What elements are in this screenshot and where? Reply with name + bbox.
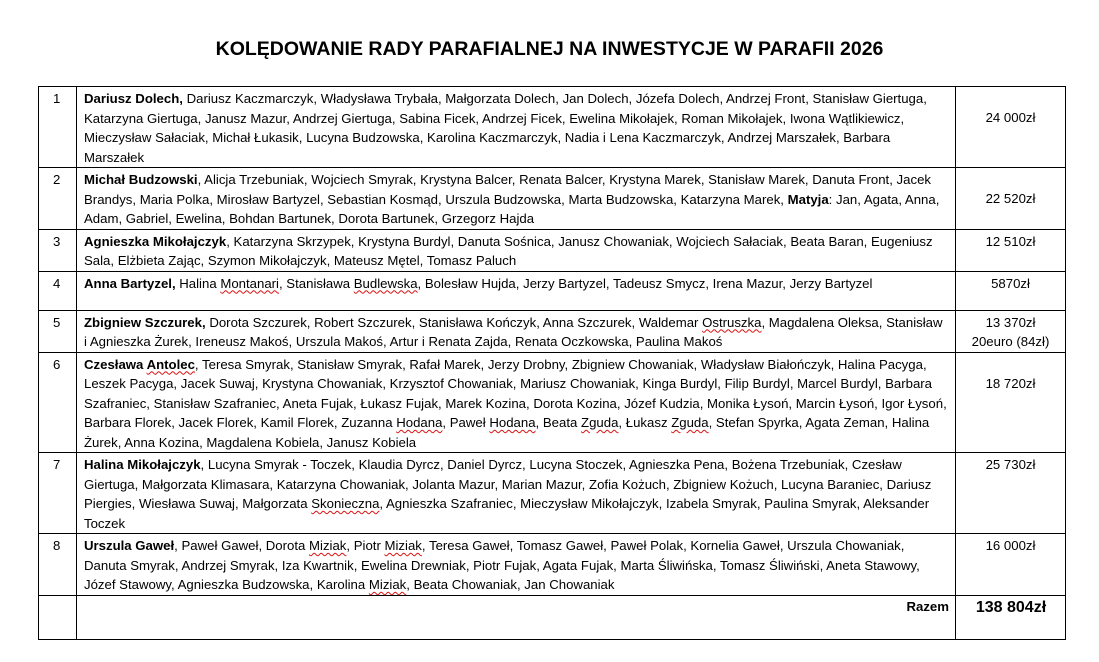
names-cell: Dariusz Dolech, Dariusz Kaczmarczyk, Władysława Trybała, Małgorzata Dolech, Jan Dolech, Józefa Dolech, Andrzej Front, Stanisław Giertuga, Katarzyna Giertuga, Janusz Mazur, Andrzej Giertuga, Sabina Ficek, Andrzej Ficek, Ewelina Mikołajek, Roman Mikołajek, Iwona Wątlikiewicz, Mieczysław Sałaciak, Michał Łukasik, Lucyna Budzowska, Karolina Kaczmarczyk, Nadia i Lena Kaczmarczyk, Andrzej Marszałek, Barbara Marszałek [77,87,956,168]
row-number: 5 [39,310,77,352]
names-cell: Agnieszka Mikołajczyk, Katarzyna Skrzypek, Krystyna Burdyl, Danuta Sośnica, Janusz Chowaniak, Wojciech Sałaciak, Beata Baran, Eugeniusz Sala, Elżbieta Zając, Szymon Mikołajczyk, Mateusz Mętel, Tomasz Paluch [77,229,956,271]
table-row [39,453,1066,534]
row-number: 4 [39,271,77,310]
names-cell: Michał Budzowski, Alicja Trzebuniak, Wojciech Smyrak, Krystyna Balcer, Renata Balcer, Krystyna Marek, Stanisław Marek, Danuta Front, Jacek Brandys, Maria Polka, Mirosław Bartyzel, Sebastian Kosmąd, Urszula Budzowska, Marta Budzowska, Katarzyna Marek, Matyja: Jan, Agata, Anna, Adam, Gabriel, Ewelina, Bohdan Bartunek, Dorota Bartunek, Grzegorz Hajda [77,168,956,230]
row-number: 8 [39,534,77,596]
group-leader: Anna Bartyzel, [84,275,176,291]
amount-cell [956,87,1066,168]
names-cell: Anna Bartyzel, Halina Montanari, Stanisława Budlewska, Bolesław Hujda, Jerzy Bartyzel, Tadeusz Smycz, Irena Mazur, Jerzy Bartyzel [77,271,956,310]
amount-value: 5870zł [991,275,1030,291]
total-value: 138 804zł [975,598,1047,616]
group-leader: Czesława Antolec [84,356,195,372]
row-number: 7 [39,453,77,534]
row-number: 3 [39,229,77,271]
amount-cell [956,168,1066,230]
amount-cell [956,352,1066,453]
table-row [39,352,1066,453]
row-number: 1 [39,87,77,168]
names-cell: Urszula Gaweł, Paweł Gaweł, Dorota Miziak, Piotr Miziak, Teresa Gaweł, Tomasz Gaweł, Paweł Polak, Kornelia Gaweł, Urszula Chowaniak, Danuta Smyrak, Andrzej Smyrak, Iza Kwartnik, Ewelina Drewniak, Piotr Fujak, Agata Fujak, Marta Śliwińska, Tomasz Śliwiński, Aneta Stawowy, Józef Stawowy, Agnieszka Budzowska, Karolina Miziak, Beata Chowaniak, Jan Chowaniak [77,534,956,596]
amount-cell [956,534,1066,596]
amount-value: 22 520zł [985,191,1036,206]
group-leader: Dariusz Dolech, [84,91,183,106]
group-leader: Zbigniew Szczurek, [84,314,206,330]
group-leader: Michał Budzowski [84,172,198,187]
amount-cell [956,229,1066,271]
family-label: Matyja [787,191,829,207]
donations-table [38,86,1066,640]
group-leader: Halina Mikołajczyk [84,457,201,472]
table-row [39,271,1066,310]
amount-value-secondary: 20euro (84zł) [971,334,1050,349]
document-title: KOLĘDOWANIE RADY PARAFIALNEJ NA INWESTYCJE W PARAFII 2026 [215,38,884,60]
total-row [39,595,1066,639]
amount-cell [956,310,1066,352]
amount-cell [956,453,1066,534]
table-row [39,534,1066,596]
row-number: 2 [39,168,77,230]
amount-value: 16 000zł [985,538,1036,553]
amount-value: 24 000zł [985,110,1036,125]
total-label: Razem [906,598,949,614]
row-number: 6 [39,352,77,453]
table-row [39,87,1066,168]
names-cell: Czesława Antolec, Teresa Smyrak, Stanisław Smyrak, Rafał Marek, Jerzy Drobny, Zbigniew Chowaniak, Władysław Białończyk, Halina Pacyga, Leszek Pacyga, Jacek Suwaj, Krystyna Chowaniak, Krzysztof Chowaniak, Mariusz Chowaniak, Kinga Burdyl, Filip Burdyl, Marcel Burdyl, Barbara Szafraniec, Stanisław Szafraniec, Aneta Fujak, Łukasz Fujak, Marek Kozina, Dorota Kozina, Józef Kudzia, Monika Łysoń, Marcin Łysoń, Igor Łysoń, Barbara Florek, Jacek Florek, Kamil Florek, Zuzanna Hodana, Paweł Hodana, Beata Zguda, Łukasz Zguda, Stefan Spyrka, Agata Zeman, Halina Żurek, Anna Kozina, Magdalena Kobiela, Janusz Kobiela [77,352,956,453]
table-row [39,310,1066,352]
group-leader: Urszula Gaweł [84,538,175,553]
amount-value: 13 370zł [985,314,1036,330]
total-label-cell [77,595,956,639]
total-value-cell [956,595,1066,639]
names-cell: Halina Mikołajczyk, Lucyna Smyrak - Toczek, Klaudia Dyrcz, Daniel Dyrcz, Lucyna Stoczek, Agnieszka Pena, Bożena Trzebuniak, Czesław Giertuga, Małgorzata Klimasara, Katarzyna Chowaniak, Jolanta Mazur, Marian Mazur, Zofia Kożuch, Zbigniew Kożuch, Lucyna Baraniec, Dariusz Piergies, Wiesława Suwaj, Małgorzata Skonieczna, Agnieszka Szafraniec, Mieczysław Mikołajczyk, Izabela Smyrak, Paulina Smyrak, Aleksander Toczek [77,453,956,534]
table-row [39,229,1066,271]
amount-cell [956,271,1066,310]
names-cell: Zbigniew Szczurek, Dorota Szczurek, Robert Szczurek, Stanisława Kończyk, Anna Szczurek, Waldemar Ostruszka, Magdalena Oleksa, Stanisław i Agnieszka Żurek, Ireneusz Makoś, Urszula Makoś, Artur i Renata Zajda, Renata Oczkowska, Paulina Makoś [77,310,956,352]
table-row [39,168,1066,230]
amount-value: 12 510zł [985,233,1036,249]
group-leader: Agnieszka Mikołajczyk [84,233,227,249]
empty-cell [39,595,77,639]
amount-value: 25 730zł [985,457,1036,472]
amount-value: 18 720zł [985,375,1036,391]
